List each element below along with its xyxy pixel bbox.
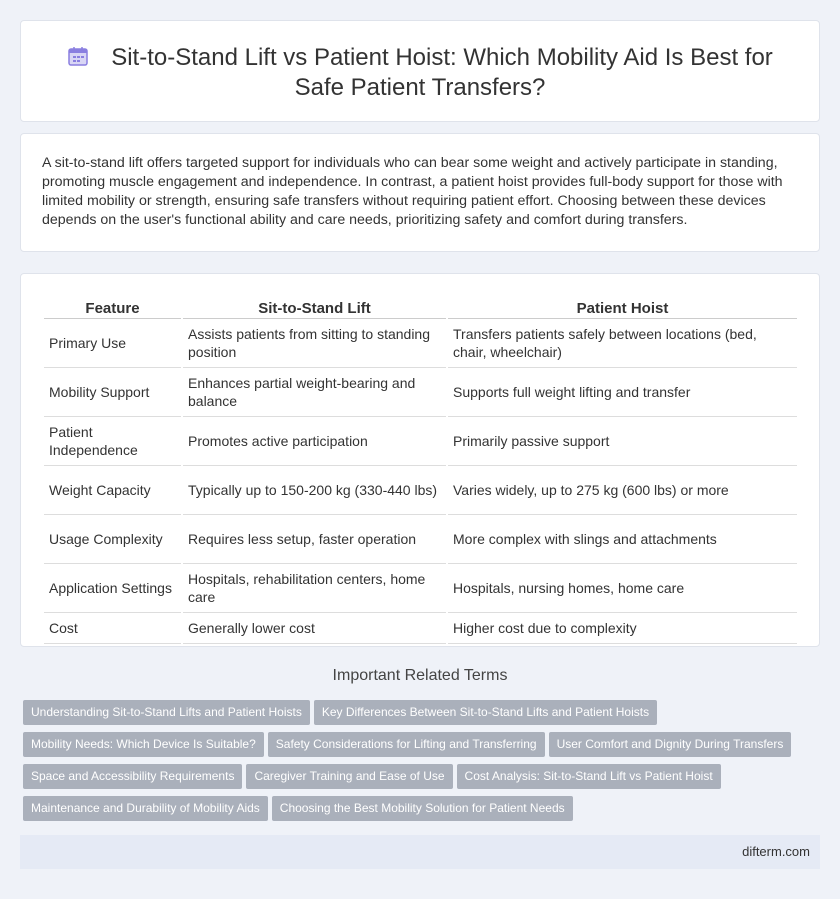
- row-sit-to-stand: Generally lower cost: [183, 613, 446, 644]
- row-feature: Patient Independence: [44, 417, 181, 466]
- header-sit-to-stand: Sit-to-Stand Lift: [183, 297, 446, 319]
- row-sit-to-stand: Assists patients from sitting to standing position: [183, 319, 446, 368]
- table-row: [44, 515, 797, 564]
- row-patient-hoist: Transfers patients safely between locations (bed, chair, wheelchair): [448, 319, 797, 368]
- row-patient-hoist: Higher cost due to complexity: [448, 613, 797, 644]
- header-patient-hoist: Patient Hoist: [448, 297, 797, 319]
- title-wrap: [51, 43, 789, 103]
- related-term-tag[interactable]: Key Differences Between Sit-to-Stand Lifts and Patient Hoists: [314, 700, 657, 725]
- related-terms-list: [23, 700, 813, 828]
- title-card: [20, 20, 820, 122]
- related-term-tag[interactable]: Safety Considerations for Lifting and Transferring: [268, 732, 545, 757]
- row-patient-hoist: Hospitals, nursing homes, home care: [448, 564, 797, 613]
- row-sit-to-stand: Enhances partial weight-bearing and balance: [183, 368, 446, 417]
- table-row: [44, 319, 797, 368]
- table-row: [44, 368, 797, 417]
- related-term-tag[interactable]: Space and Accessibility Requirements: [23, 764, 242, 789]
- row-patient-hoist: Primarily passive support: [448, 417, 797, 466]
- row-sit-to-stand: Promotes active participation: [183, 417, 446, 466]
- row-feature: Application Settings: [44, 564, 181, 613]
- tag-row: [23, 700, 813, 732]
- row-sit-to-stand: Requires less setup, faster operation: [183, 515, 446, 564]
- related-term-tag[interactable]: Mobility Needs: Which Device Is Suitable?: [23, 732, 264, 757]
- calendar-icon: [67, 45, 89, 67]
- row-patient-hoist: More complex with slings and attachments: [448, 515, 797, 564]
- related-terms-title: Important Related Terms: [332, 667, 508, 684]
- row-feature: Weight Capacity: [44, 466, 181, 515]
- related-term-tag[interactable]: Choosing the Best Mobility Solution for Patient Needs: [272, 796, 573, 821]
- tag-row: [23, 732, 813, 764]
- row-patient-hoist: Supports full weight lifting and transfer: [448, 368, 797, 417]
- related-term-tag[interactable]: Understanding Sit-to-Stand Lifts and Patient Hoists: [23, 700, 310, 725]
- comparison-card: [20, 273, 820, 647]
- related-term-tag[interactable]: Maintenance and Durability of Mobility Aids: [23, 796, 268, 821]
- header-feature: Feature: [44, 297, 181, 319]
- footer-site-link[interactable]: difterm.com: [742, 844, 810, 859]
- row-patient-hoist: Varies widely, up to 275 kg (600 lbs) or more: [448, 466, 797, 515]
- related-term-tag[interactable]: Caregiver Training and Ease of Use: [246, 764, 452, 789]
- table-row: [44, 613, 797, 644]
- intro-card: [20, 133, 820, 252]
- intro-paragraph: A sit-to-stand lift offers targeted support for individuals who can bear some weight and actively participate in standing, promoting muscle engagement and independence. In contrast, a patient hoist provides full-body support for those with limited mobility or strength, ensuring safe transfers without requiring patient effort. Choosing between these devices depends on the user's functional ability and care needs, prioritizing safety and comfort during transfers.: [42, 155, 783, 228]
- table-row: [44, 417, 797, 466]
- table-row: [44, 564, 797, 613]
- related-term-tag[interactable]: User Comfort and Dignity During Transfers: [549, 732, 792, 757]
- tag-row: [23, 764, 813, 796]
- comparison-table: [42, 297, 799, 644]
- row-feature: Cost: [44, 613, 181, 644]
- footer: [20, 835, 820, 869]
- row-sit-to-stand: Typically up to 150-200 kg (330-440 lbs): [183, 466, 446, 515]
- row-feature: Usage Complexity: [44, 515, 181, 564]
- row-feature: Mobility Support: [44, 368, 181, 417]
- tag-row: [23, 796, 813, 828]
- related-term-tag[interactable]: Cost Analysis: Sit-to-Stand Lift vs Patient Hoist: [457, 764, 721, 789]
- row-feature: Primary Use: [44, 319, 181, 368]
- table-header-row: [44, 297, 797, 319]
- page-title: Sit-to-Stand Lift vs Patient Hoist: Which Mobility Aid Is Best for Safe Patient Transfers?: [111, 44, 773, 101]
- table-row: [44, 466, 797, 515]
- row-sit-to-stand: Hospitals, rehabilitation centers, home care: [183, 564, 446, 613]
